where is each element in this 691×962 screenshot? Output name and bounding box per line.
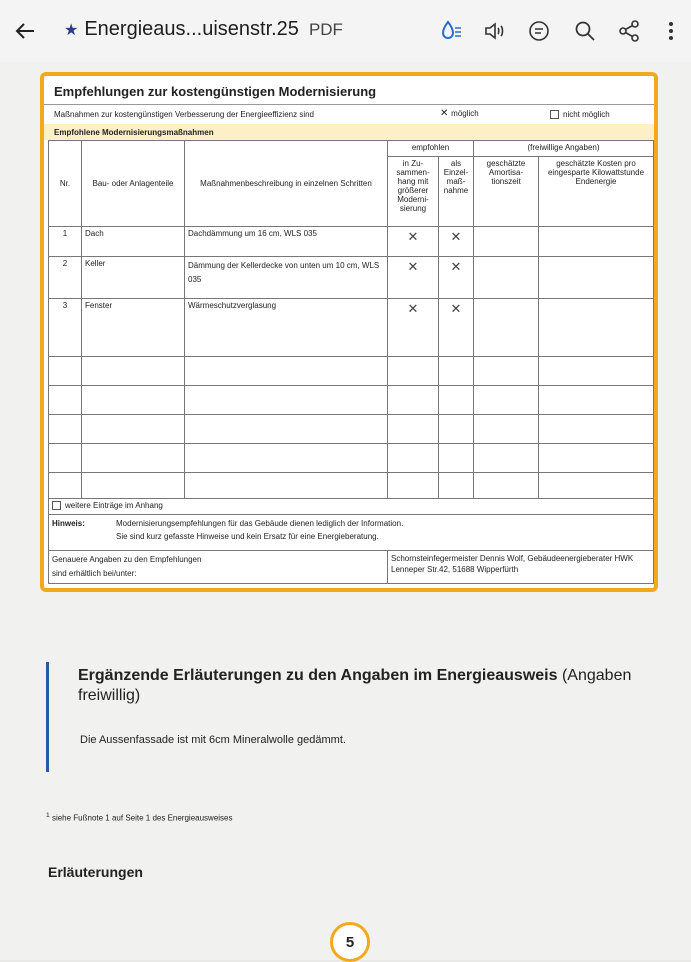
row-check-zusammenhang: ✕	[388, 227, 439, 257]
col-recommended: empfohlen	[388, 141, 474, 157]
section-body: Die Aussenfassade ist mit 6cm Mineralwolle gedämmt.	[80, 734, 346, 746]
back-arrow-icon[interactable]	[10, 16, 40, 46]
checkbox-icon	[52, 501, 61, 510]
more-entries	[49, 499, 654, 515]
col-amortisation: geschätzte Amortisa-tionszeit	[474, 157, 539, 227]
row-check-einzel: ✕	[439, 299, 474, 357]
contact-line-2: Lenneper Str.42, 51688 Wipperfürth	[391, 565, 519, 574]
col-voluntary: (freiwillige Angaben)	[474, 141, 654, 157]
format-label: PDF	[308, 20, 343, 39]
row-kosten	[539, 227, 654, 257]
section-accent-bar	[46, 662, 49, 772]
row-part: Keller	[82, 257, 185, 299]
reading-mode-icon[interactable]	[436, 16, 466, 46]
not-possible-label: nicht möglich	[563, 110, 610, 119]
contact-label-1: Genauere Angaben zu den Empfehlungen	[52, 555, 202, 564]
row-desc: Dachdämmung um 16 cm, WLS 035	[185, 227, 388, 257]
contact-cell	[388, 551, 654, 584]
row-kosten	[539, 299, 654, 357]
row-check-zusammenhang: ✕	[388, 257, 439, 299]
row-part: Fenster	[82, 299, 185, 357]
row-part: Dach	[82, 227, 185, 257]
row-amortisation	[474, 299, 539, 357]
contact-label-2: sind erhältlich bei/unter:	[52, 569, 137, 578]
hint-cell	[49, 515, 654, 551]
title-text: Energieaus...uisenstr.25	[84, 18, 299, 40]
table-row-empty	[49, 473, 654, 499]
row-kosten	[539, 257, 654, 299]
row-nr: 1	[49, 227, 82, 257]
more-entries-label: weitere Einträge im Anhang	[65, 501, 163, 510]
col-einzelmassnahme: als Einzel-maß-nahme	[439, 157, 474, 227]
hint-line-1: Modernisierungsempfehlungen für das Gebäude dienen lediglich der Information.	[116, 519, 404, 528]
page-number-badge[interactable]: 5	[330, 922, 370, 962]
table-row	[49, 227, 654, 257]
search-icon[interactable]	[570, 16, 600, 46]
app-toolbar	[0, 0, 691, 63]
row-nr: 3	[49, 299, 82, 357]
divider	[44, 104, 654, 105]
not-possible-check	[550, 110, 610, 119]
section-heading	[78, 666, 658, 706]
heading-bold: Ergänzende Erläuterungen zu den Angaben im Energieausweis	[78, 667, 558, 684]
measures-text: Maßnahmen zur kostengünstigen Verbesserung der Energieeffizienz sind	[54, 110, 315, 119]
table-row	[49, 299, 654, 357]
speaker-icon[interactable]	[480, 16, 510, 46]
chat-icon[interactable]	[524, 16, 554, 46]
row-check-einzel: ✕	[439, 227, 474, 257]
col-desc: Maßnahmenbeschreibung in einzelnen Schritten	[185, 141, 388, 227]
row-desc: Dämmung der Kellerdecke von unten um 10 cm, WLS 035	[185, 257, 388, 299]
section-title: Empfohlene Modernisierungsmaßnahmen	[54, 128, 214, 137]
footnote	[46, 812, 233, 823]
contact-line-1: Schornsteinfegermeister Dennis Wolf, Gebäudeenergieberater HWK	[391, 554, 634, 563]
table-row-empty	[49, 415, 654, 444]
table-row	[49, 257, 654, 299]
col-kosten: geschätzte Kosten pro eingesparte Kilowattstunde Endenergie	[539, 157, 654, 227]
checkbox-icon	[550, 110, 559, 119]
row-check-einzel: ✕	[439, 257, 474, 299]
hint-label: Hinweis:	[52, 519, 85, 528]
star-icon[interactable]: ★	[64, 22, 79, 39]
possible-check: ✕ möglich	[440, 108, 479, 119]
row-desc: Wärmeschutzverglasung	[185, 299, 388, 357]
recommendations-card	[40, 72, 658, 592]
share-icon[interactable]	[614, 16, 644, 46]
heading-light: (Angaben freiwillig)	[78, 667, 632, 704]
row-amortisation	[474, 257, 539, 299]
possible-label: möglich	[451, 109, 479, 118]
measures-table	[48, 140, 654, 584]
more-icon[interactable]	[656, 16, 686, 46]
hint-line-2: Sie sind kurz gefasste Hinweise und kein Ersatz für eine Energieberatung.	[116, 532, 379, 541]
document-title	[64, 18, 343, 41]
card-title: Empfehlungen zur kostengünstigen Modernisierung	[54, 84, 377, 99]
table-row-empty	[49, 444, 654, 473]
col-nr: Nr.	[49, 141, 82, 227]
footnote-text: siehe Fußnote 1 auf Seite 1 des Energieausweises	[51, 813, 233, 823]
col-in-zusammenhang: in Zu-sammen-hang mit größerer Moderni-sierung	[388, 157, 439, 227]
row-amortisation	[474, 227, 539, 257]
footnote-number: 1	[46, 812, 50, 819]
row-nr: 2	[49, 257, 82, 299]
table-row-empty	[49, 357, 654, 386]
row-check-zusammenhang: ✕	[388, 299, 439, 357]
erlaeuterungen-heading: Erläuterungen	[48, 864, 143, 880]
col-part: Bau- oder Anlagenteile	[82, 141, 185, 227]
table-row-empty	[49, 386, 654, 415]
contact-label-cell	[49, 551, 388, 584]
